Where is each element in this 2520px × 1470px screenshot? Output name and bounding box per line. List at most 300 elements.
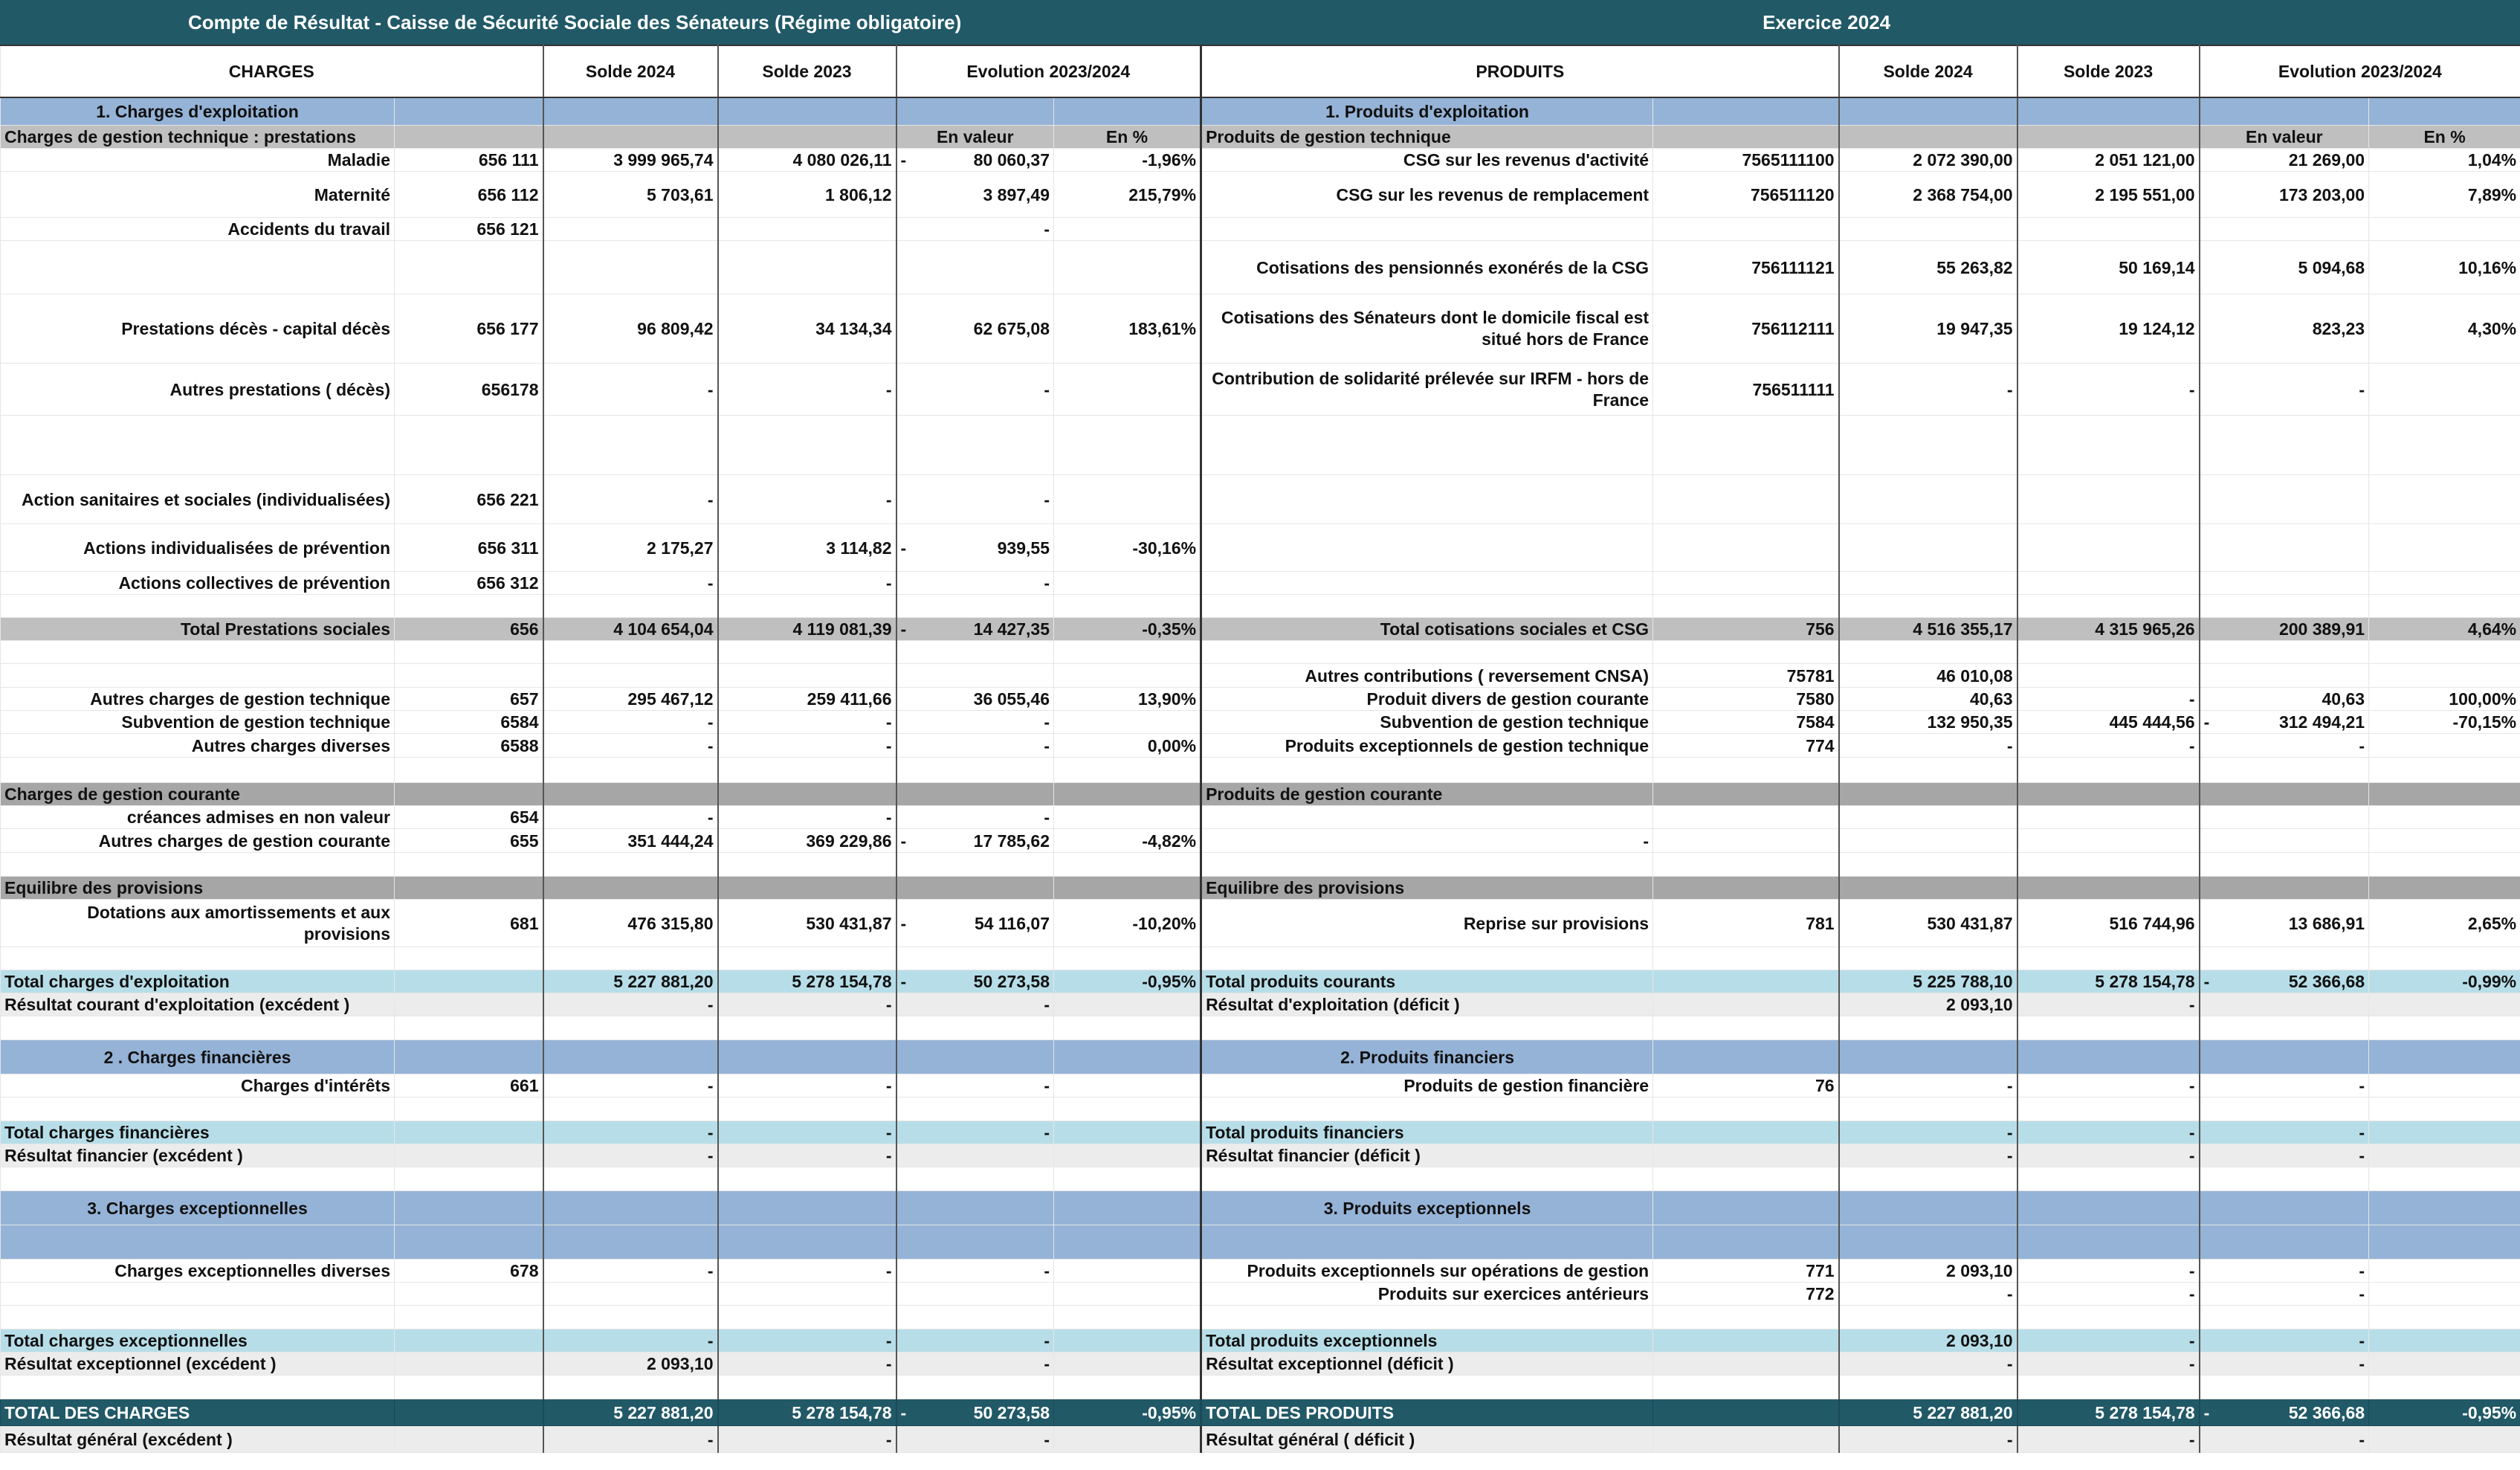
- evolution-value: -: [1044, 995, 1050, 1014]
- c-cell-d: 3 114,82: [718, 524, 896, 572]
- table-row: [1, 1283, 2520, 1306]
- c-cell-f: [1054, 711, 1201, 734]
- table-row: [1, 758, 2520, 783]
- evolution-value: 50 273,58: [973, 972, 1050, 991]
- c-cell-b: [395, 1283, 543, 1306]
- c-cell-l: [1, 1097, 395, 1121]
- p-cell-e: [2200, 1097, 2369, 1121]
- p-cell-c: 40,63: [1839, 688, 2017, 711]
- p-cell-d: 5 278 154,78: [2017, 970, 2200, 993]
- c-cell-e: [896, 853, 1054, 877]
- c-cell-b: 656 111: [395, 149, 543, 172]
- c-cell-c: -: [543, 806, 718, 829]
- p-cell-c: [1839, 572, 2017, 595]
- p-cell-e: [2200, 664, 2369, 688]
- c-cell-l: Résultat exceptionnel (excédent ): [1, 1353, 395, 1376]
- p-cell-c: -: [1839, 1074, 2017, 1097]
- p-cell-f: [2369, 1040, 2520, 1074]
- p-cell-b: [1653, 97, 1839, 126]
- c-cell-d: 5 278 154,78: [718, 1399, 896, 1426]
- table-row: [1, 947, 2520, 970]
- c-cell-f: [1054, 877, 1201, 900]
- negative-sign: -: [900, 831, 907, 851]
- c-cell-b: [395, 1097, 543, 1121]
- p-cell-e: [2200, 416, 2369, 475]
- c-cell-b: [395, 993, 543, 1016]
- c-cell-e: [896, 1283, 1054, 1306]
- c-cell-f: -4,82%: [1054, 829, 1201, 853]
- c-cell-c: 476 315,80: [543, 900, 718, 947]
- c-cell-c: 5 227 881,20: [543, 1399, 718, 1426]
- p-cell-f: [2369, 1329, 2520, 1353]
- p-cell-b: [1653, 806, 1839, 829]
- p-cell-c: [1839, 783, 2017, 806]
- c-cell-f: 0,00%: [1054, 734, 1201, 758]
- p-cell-d: 516 744,96: [2017, 900, 2200, 947]
- c-cell-e: [896, 97, 1054, 126]
- p-cell-l: Reprise sur provisions: [1201, 900, 1653, 947]
- table-row: [1, 734, 2520, 758]
- p-cell-b: 781: [1653, 900, 1839, 947]
- c-cell-f: [1054, 664, 1201, 688]
- p-cell-d: 2 195 551,00: [2017, 172, 2200, 218]
- c-cell-c: 5 227 881,20: [543, 970, 718, 993]
- p-cell-d: [2017, 947, 2200, 970]
- c-cell-c: [543, 1016, 718, 1040]
- c-cell-f: [1054, 1097, 1201, 1121]
- c-cell-l: Résultat général (excédent ): [1, 1426, 395, 1453]
- c-cell-e: [896, 1353, 1054, 1376]
- c-cell-d: [718, 947, 896, 970]
- p-cell-f: [2369, 1097, 2520, 1121]
- evolution-value: 939,55: [997, 538, 1050, 558]
- p-cell-l: Equilibre des provisions: [1201, 877, 1653, 900]
- evolution-value: -: [2359, 1261, 2365, 1280]
- p-cell-l: Total produits courants: [1201, 970, 1653, 993]
- evolution-value: 62 675,08: [973, 319, 1050, 338]
- p-cell-b: [1653, 126, 1839, 149]
- c-cell-c: [543, 664, 718, 688]
- p-cell-l: Produits de gestion technique: [1201, 126, 1653, 149]
- p-cell-e: [2200, 1040, 2369, 1074]
- p-cell-c: [1839, 641, 2017, 664]
- p-cell-c: 2 072 390,00: [1839, 149, 2017, 172]
- p-cell-f: [2369, 1121, 2520, 1144]
- p-cell-l: Produits de gestion financière: [1201, 1074, 1653, 1097]
- c-cell-l: Charges de gestion technique : prestations: [1, 126, 395, 149]
- p-cell-c: [1839, 877, 2017, 900]
- c-cell-f: [1054, 1376, 1201, 1399]
- p-cell-f: [2369, 218, 2520, 241]
- c-cell-f: [1054, 1306, 1201, 1329]
- p-cell-d: [2017, 853, 2200, 877]
- c-cell-d: [718, 218, 896, 241]
- c-cell-c: [543, 947, 718, 970]
- table-row: [1, 829, 2520, 853]
- p-cell-e: [2200, 1191, 2369, 1225]
- c-cell-f: [1054, 1191, 1201, 1225]
- table-row: [1, 641, 2520, 664]
- evolution-value: -: [2359, 1284, 2365, 1303]
- p-cell-e: [2200, 900, 2369, 947]
- p-cell-f: [2369, 1260, 2520, 1283]
- c-cell-b: [395, 416, 543, 475]
- p-cell-e: [2200, 572, 2369, 595]
- p-cell-e: [2200, 711, 2369, 734]
- p-cell-d: 2 051 121,00: [2017, 149, 2200, 172]
- p-cell-d: 50 169,14: [2017, 241, 2200, 294]
- p-cell-f: 1,04%: [2369, 149, 2520, 172]
- c-cell-e: [896, 1097, 1054, 1121]
- p-cell-d: [2017, 1097, 2200, 1121]
- c-cell-b: 657: [395, 688, 543, 711]
- c-cell-l: 3. Charges exceptionnelles: [1, 1191, 395, 1225]
- c-cell-l: Equilibre des provisions: [1, 877, 395, 900]
- negative-sign: -: [2203, 1402, 2210, 1422]
- p-cell-f: [2369, 572, 2520, 595]
- c-cell-e: [896, 734, 1054, 758]
- p-cell-b: [1653, 1167, 1839, 1191]
- c-cell-b: 656 112: [395, 172, 543, 218]
- evolution-value: -: [2359, 1429, 2365, 1449]
- c-cell-l: Total Prestations sociales: [1, 618, 395, 641]
- c-cell-e: [896, 1306, 1054, 1329]
- p-cell-d: 19 124,12: [2017, 294, 2200, 364]
- p-cell-b: [1653, 947, 1839, 970]
- p-cell-b: 756511120: [1653, 172, 1839, 218]
- p-cell-c: 2 368 754,00: [1839, 172, 2017, 218]
- table-row: [1, 1167, 2520, 1191]
- c-cell-d: [718, 1225, 896, 1260]
- p-cell-d: -: [2017, 1121, 2200, 1144]
- p-cell-l: [1201, 758, 1653, 783]
- p-cell-l: [1201, 806, 1653, 829]
- c-cell-e: [896, 1329, 1054, 1353]
- p-cell-b: 7580: [1653, 688, 1839, 711]
- p-cell-e: [2200, 618, 2369, 641]
- c-cell-l: Autres charges diverses: [1, 734, 395, 758]
- p-cell-b: [1653, 1144, 1839, 1167]
- p-cell-d: 5 278 154,78: [2017, 1399, 2200, 1426]
- c-cell-l: [1, 641, 395, 664]
- table-row: [1, 711, 2520, 734]
- p-cell-l: [1201, 1376, 1653, 1399]
- p-cell-c: [1839, 947, 2017, 970]
- c-cell-b: 661: [395, 1074, 543, 1097]
- c-cell-l: Total charges financières: [1, 1121, 395, 1144]
- table-row: [1, 1191, 2520, 1225]
- c-cell-c: [543, 641, 718, 664]
- p-cell-f: [2369, 524, 2520, 572]
- negative-sign: -: [900, 1402, 907, 1422]
- table-row: [1, 1144, 2520, 1167]
- table-row: [1, 595, 2520, 618]
- p-cell-l: [1201, 1306, 1653, 1329]
- c-cell-f: [1054, 1167, 1201, 1191]
- p-cell-l: [1201, 595, 1653, 618]
- c-cell-d: 369 229,86: [718, 829, 896, 853]
- p-cell-l: Produit divers de gestion courante: [1201, 688, 1653, 711]
- c-cell-l: Actions collectives de prévention: [1, 572, 395, 595]
- c-cell-f: [1054, 1040, 1201, 1074]
- evolution-value: -: [1044, 219, 1050, 239]
- c-cell-f: -10,20%: [1054, 900, 1201, 947]
- p-cell-f: 4,64%: [2369, 618, 2520, 641]
- c-cell-b: 656 311: [395, 524, 543, 572]
- p-cell-b: 756112111: [1653, 294, 1839, 364]
- evolution-value: -: [2359, 1331, 2365, 1350]
- p-cell-e: [2200, 218, 2369, 241]
- c-cell-l: [1, 758, 395, 783]
- c-cell-l: Maternité: [1, 172, 395, 218]
- p-cell-d: [2017, 475, 2200, 524]
- p-cell-b: 774: [1653, 734, 1839, 758]
- p-cell-d: [2017, 97, 2200, 126]
- p-cell-l: CSG sur les revenus de remplacement: [1201, 172, 1653, 218]
- p-cell-b: [1653, 783, 1839, 806]
- p-cell-d: [2017, 416, 2200, 475]
- p-cell-f: -0,99%: [2369, 970, 2520, 993]
- table-row: [1, 364, 2520, 416]
- c-cell-d: [718, 1167, 896, 1191]
- c-cell-d: [718, 1040, 896, 1074]
- c-cell-c: -: [543, 1074, 718, 1097]
- c-cell-e: [896, 364, 1054, 416]
- c-cell-f: [1054, 1225, 1201, 1260]
- evolution-value: 50 273,58: [973, 1402, 1050, 1422]
- c-cell-b: 655: [395, 829, 543, 853]
- c-cell-b: [395, 641, 543, 664]
- c-cell-l: Prestations décès - capital décès: [1, 294, 395, 364]
- c-cell-b: 681: [395, 900, 543, 947]
- c-cell-c: -: [543, 993, 718, 1016]
- c-cell-c: [543, 853, 718, 877]
- page-title: Compte de Résultat - Caisse de Sécurité Sociale des Sénateurs (Régime obligatoire): [1, 1, 1201, 45]
- c-cell-f: [1054, 1016, 1201, 1040]
- c-cell-d: -: [718, 1074, 896, 1097]
- p-cell-l: [1201, 1167, 1653, 1191]
- p-cell-l: [1201, 947, 1653, 970]
- p-cell-f: [2369, 758, 2520, 783]
- evolution-value: -: [1044, 1076, 1050, 1095]
- evolution-value: -: [1044, 489, 1050, 509]
- p-cell-b: [1653, 1376, 1839, 1399]
- c-cell-f: [1054, 1329, 1201, 1353]
- c-cell-f: [1054, 993, 1201, 1016]
- negative-sign: -: [900, 619, 907, 639]
- c-cell-l: Accidents du travail: [1, 218, 395, 241]
- c-cell-b: [395, 970, 543, 993]
- p-cell-c: -: [1839, 1121, 2017, 1144]
- c-cell-f: -0,95%: [1054, 1399, 1201, 1426]
- p-cell-f: 100,00%: [2369, 688, 2520, 711]
- evolution-value: 823,23: [2312, 319, 2365, 338]
- p-cell-b: [1653, 572, 1839, 595]
- negative-sign: -: [2203, 712, 2210, 732]
- c-cell-d: [718, 1191, 896, 1225]
- p-cell-c: [1839, 1306, 2017, 1329]
- c-cell-e: [896, 947, 1054, 970]
- c-cell-e: [896, 475, 1054, 524]
- p-cell-e: [2200, 1167, 2369, 1191]
- c-cell-d: [718, 1306, 896, 1329]
- p-cell-l: [1201, 475, 1653, 524]
- p-cell-e: [2200, 947, 2369, 970]
- table-row: [1, 900, 2520, 947]
- c-cell-l: 2 . Charges financières: [1, 1040, 395, 1074]
- produits-solde-2023-header: Solde 2023: [2017, 45, 2200, 97]
- p-cell-e: [2200, 970, 2369, 993]
- p-cell-e: [2200, 641, 2369, 664]
- p-cell-b: [1653, 970, 1839, 993]
- c-cell-b: [395, 853, 543, 877]
- c-cell-l: Actions individualisées de prévention: [1, 524, 395, 572]
- p-cell-l: [1201, 1097, 1653, 1121]
- p-cell-d: -: [2017, 1353, 2200, 1376]
- table-row: [1, 970, 2520, 993]
- c-cell-f: [1054, 853, 1201, 877]
- c-cell-e: [896, 416, 1054, 475]
- table-row: [1, 572, 2520, 595]
- c-cell-b: 6588: [395, 734, 543, 758]
- evolution-value: -: [2359, 735, 2365, 755]
- p-cell-f: [2369, 783, 2520, 806]
- c-cell-e: [896, 1399, 1054, 1426]
- p-cell-c: 4 516 355,17: [1839, 618, 2017, 641]
- table-row: [1, 1097, 2520, 1121]
- table-row: [1, 618, 2520, 641]
- table-row: [1, 1260, 2520, 1283]
- c-cell-c: -: [543, 1426, 718, 1453]
- c-cell-l: [1, 947, 395, 970]
- c-cell-l: Subvention de gestion technique: [1, 711, 395, 734]
- p-cell-b: [1653, 829, 1839, 853]
- p-cell-d: 445 444,56: [2017, 711, 2200, 734]
- c-cell-d: -: [718, 806, 896, 829]
- p-cell-c: [1839, 829, 2017, 853]
- c-cell-b: [395, 1329, 543, 1353]
- p-cell-e: [2200, 294, 2369, 364]
- negative-sign: -: [900, 913, 907, 933]
- p-cell-f: [2369, 1283, 2520, 1306]
- p-cell-f: [2369, 475, 2520, 524]
- c-cell-e: [896, 1191, 1054, 1225]
- p-cell-c: -: [1839, 1353, 2017, 1376]
- c-cell-l: Résultat courant d'exploitation (excédent ): [1, 993, 395, 1016]
- p-cell-c: 5 227 881,20: [1839, 1399, 2017, 1426]
- p-cell-e: [2200, 475, 2369, 524]
- c-cell-b: [395, 1306, 543, 1329]
- table-row: [1, 993, 2520, 1016]
- p-cell-f: [2369, 1353, 2520, 1376]
- c-cell-d: [718, 1376, 896, 1399]
- p-cell-f: [2369, 664, 2520, 688]
- c-cell-f: [1054, 1283, 1201, 1306]
- p-cell-b: [1653, 1353, 1839, 1376]
- p-cell-d: -: [2017, 364, 2200, 416]
- table-row: [1, 294, 2520, 364]
- table-row: [1, 806, 2520, 829]
- table-row: [1, 877, 2520, 900]
- c-cell-d: -: [718, 364, 896, 416]
- p-cell-c: 19 947,35: [1839, 294, 2017, 364]
- c-cell-d: -: [718, 475, 896, 524]
- table-row: [1, 783, 2520, 806]
- c-cell-c: [543, 126, 718, 149]
- p-cell-l: 3. Produits exceptionnels: [1201, 1191, 1653, 1225]
- p-cell-c: [1839, 1191, 2017, 1225]
- p-cell-l: 2. Produits financiers: [1201, 1040, 1653, 1074]
- c-cell-f: [1054, 595, 1201, 618]
- c-cell-b: 678: [395, 1260, 543, 1283]
- charges-solde-2024-header: Solde 2024: [543, 45, 718, 97]
- p-cell-c: 132 950,35: [1839, 711, 2017, 734]
- c-cell-l: Maladie: [1, 149, 395, 172]
- c-cell-d: 5 278 154,78: [718, 970, 896, 993]
- c-cell-d: 1 806,12: [718, 172, 896, 218]
- evolution-value: 312 494,21: [2278, 712, 2365, 732]
- p-cell-l: Total produits financiers: [1201, 1121, 1653, 1144]
- c-cell-d: [718, 97, 896, 126]
- p-cell-e: [2200, 97, 2369, 126]
- p-cell-f: [2369, 364, 2520, 416]
- c-cell-e: [896, 595, 1054, 618]
- p-cell-f: [2369, 1306, 2520, 1329]
- p-cell-c: 530 431,87: [1839, 900, 2017, 947]
- p-cell-d: [2017, 572, 2200, 595]
- c-cell-c: [543, 218, 718, 241]
- p-cell-d: [2017, 1306, 2200, 1329]
- p-cell-l: Cotisations des pensionnés exonérés de la CSG: [1201, 241, 1653, 294]
- c-cell-e: [896, 877, 1054, 900]
- c-cell-c: -: [543, 711, 718, 734]
- p-cell-d: [2017, 218, 2200, 241]
- c-cell-f: [1054, 806, 1201, 829]
- p-cell-l: Résultat financier (déficit ): [1201, 1144, 1653, 1167]
- p-cell-b: 75781: [1653, 664, 1839, 688]
- c-cell-d: [718, 853, 896, 877]
- table-row: [1, 416, 2520, 475]
- p-cell-f: [2369, 1376, 2520, 1399]
- c-cell-l: [1, 853, 395, 877]
- p-cell-b: [1653, 1097, 1839, 1121]
- c-cell-e: [896, 829, 1054, 853]
- evolution-value: 52 366,68: [2288, 972, 2365, 991]
- table-row: [1, 1329, 2520, 1353]
- p-cell-c: [1839, 218, 2017, 241]
- c-cell-l: Autres charges de gestion technique: [1, 688, 395, 711]
- c-cell-c: [543, 1040, 718, 1074]
- c-cell-e: [896, 1016, 1054, 1040]
- c-cell-d: [718, 126, 896, 149]
- p-cell-b: 772: [1653, 1283, 1839, 1306]
- c-cell-d: [718, 1016, 896, 1040]
- c-cell-e: [896, 1260, 1054, 1283]
- c-cell-b: 656 221: [395, 475, 543, 524]
- c-cell-b: [395, 877, 543, 900]
- p-cell-c: [1839, 475, 2017, 524]
- c-cell-b: [395, 1426, 543, 1453]
- c-cell-l: [1, 1167, 395, 1191]
- p-cell-l: Total cotisations sociales et CSG: [1201, 618, 1653, 641]
- c-cell-l: [1, 1283, 395, 1306]
- p-cell-c: [1839, 1097, 2017, 1121]
- p-cell-e: [2200, 1329, 2369, 1353]
- c-cell-l: [1, 595, 395, 618]
- p-cell-e: [2200, 172, 2369, 218]
- exercice-label: Exercice 2024: [1201, 1, 2520, 45]
- c-cell-c: [543, 1306, 718, 1329]
